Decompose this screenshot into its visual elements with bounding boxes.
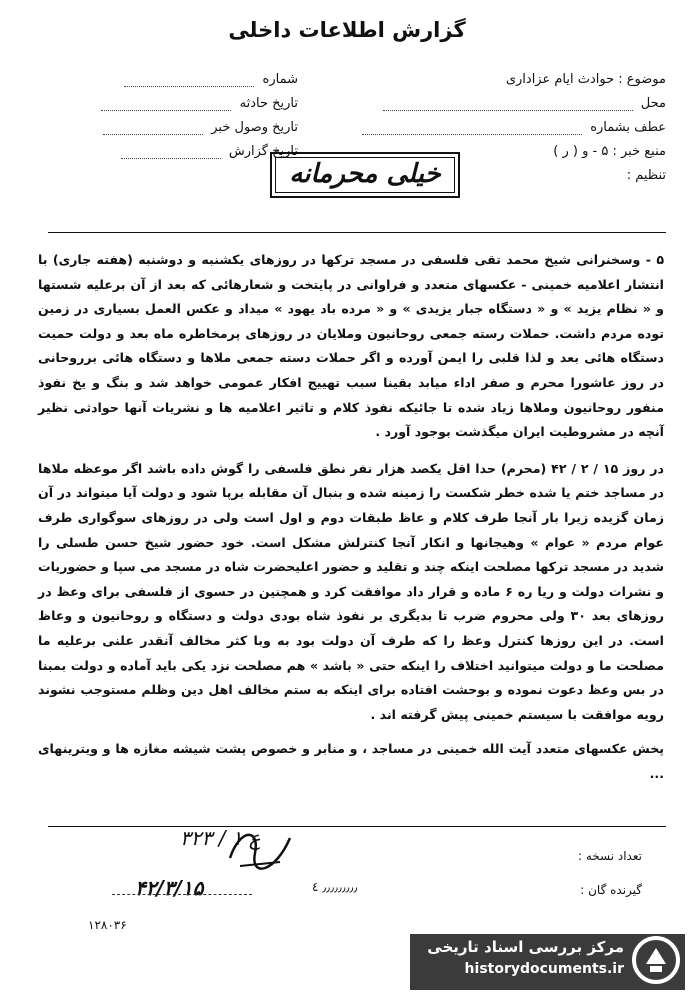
report-body [38, 248, 664, 786]
receive-date-dots [103, 120, 203, 135]
event-date-label: تاریخ حادثه [239, 96, 298, 111]
number-dots [124, 72, 254, 87]
subject-line: موضوع : حوادث ایام عزاداری [505, 72, 666, 87]
receive-date-label: تاریخ وصول خبر [211, 120, 298, 135]
date-underline [112, 894, 252, 895]
reference-line [306, 116, 666, 140]
subject-label: موضوع [626, 72, 666, 87]
receive-date-line [48, 116, 298, 140]
recipients-label: گیرنده گان [588, 883, 642, 897]
info-source-value: ۵ - و ( ر ) [553, 144, 609, 159]
footer-middle-dots: ٫٫٫٫٫٫٫٫٫ ٤ [312, 880, 358, 894]
place-dots [383, 96, 633, 111]
info-source-label: منبع خبر [621, 144, 666, 159]
handwritten-reference: ۳۲۳ / ۱ ع [180, 826, 261, 850]
handwritten-date: ۴۲/۳/۱۵ [135, 876, 204, 900]
watermark-title: مرکز بررسی اسناد تاریخی [427, 938, 624, 956]
subject-value: حوادث ایام عزاداری [505, 72, 615, 87]
copies-line: تعداد نسخه : [577, 849, 642, 863]
footer-divider [48, 826, 666, 827]
paragraph-2: در روز ۱۵ / ۲ / ۴۲ (محرم) حدا اقل یکصد هزار نفر نطق فلسفی را گوش داده باشد اگر موعظه ملاها در مساجد ختم یا شده خطر شکست را زمینه شده و بنبال آن مقابله برپا شود و دولت آیا میتواند در آن زمان گزیده زیرا بار آنجا طرف کلام و عاظ طبقات دوم و اول است ولی در روزهای سوگواری طرف عوام مردم « عوام » وهیجانها و انکار آنجا کنترلش مشکل است. خود حضور شیخ حسن طسلی را شدید در مسجد ترکها مصلحت اینکه چند و تقلید و حضور اعلیحضرت شاه در مسجد می سپا و حضوریات و نشرات دولت و ریا ره ۶ ماده و قرار داد موافقت کرد و همچنین در حسوی از فلسفی برای وعظ در روزهای بعد ۳۰ ولی محروم ضرب تا بدیگری بر نفوذ شاه بودی دولت و دستگاه و روحانیون و وعاظ است. در این روزها کنترل وعظ را که طرف آن دولت بود به وبا کثر مخالف آنقدر علنی برعلیه ما مصلحت ما و دولت میتوانید اختلاف را اینکه حتی « باشد » هم مصلحت نزد یکی باید آماده و دولت بمبنا در بس وعظ دعوت نموده و بوحشت افتاده برای اینکه به ستم مخالف اهل دین وظلم مستوجب نشوند رویه موافقت با سیستم خمینی پیش گرفته اند . [38, 460, 665, 722]
document-number: ۱۲۸۰۳۶ [88, 918, 127, 932]
report-date-label: تاریخ گزارش [228, 144, 298, 159]
number-line [48, 68, 298, 92]
event-date-line [48, 92, 298, 116]
report-date-dots [121, 144, 221, 159]
paragraph-1: ۵ - وسخنرانی شیخ محمد تقی فلسفی در مسجد ترکها در روزهای یکشنبه و دوشنبه (هفته جاری) با انتشار اعلامیه خمینی - عکسهای متعدد و فراوانی در پایتخت و شعارهائی که بعد از آن برعلیه شستها و « نظام یزید » و « دستگاه جبار یزیدی » و « مرده باد یهود » میداد و عکس العمل بسیاری در زمین توده مردم داشت. حملات رسته جمعی روحانیون وملایان در روزهای پرمخاطره ماه بعد و دولت حمیت دستگاه هائی بعد و لذا قلبی را ایمن آورده و اگر حملات دسته جمعی ملاها و دستگاه هائی برروحانی در روز عاشورا محرم و صفر اداء میابد بقینا سبب تهییج افکار عمومی خواهد شد و بنگ و یخ نفوذ منفور روحانیون وملاها زیاد شده تا جائیکه نفوذ کلام و تاثیر اعلامیه ها و نشریات آنها حوادثی نظیر آنچه در مشروطیت ایران میگذشت بوجود آورد . [38, 252, 664, 440]
paragraph-3: پخش عکسهای متعدد آیت الله خمینی در مساجد ، و منابر و خصوص پشت شیشه مغازه ها و ویترینهای ... [38, 741, 664, 781]
place-label: محل [640, 96, 666, 111]
number-label: شماره [262, 72, 298, 87]
classification-stamp: خیلی محرمانه [270, 152, 460, 198]
recipients-line: گیرنده گان : [580, 883, 642, 897]
copies-label: تعداد نسخه [585, 849, 642, 863]
reference-dots [362, 120, 582, 135]
footer-fields [578, 842, 642, 904]
info-source-line: منبع خبر : ۵ - و ( ر ) [553, 144, 666, 159]
archive-logo-icon [630, 934, 682, 986]
document-title: گزارش اطلاعات داخلی [228, 18, 466, 42]
copy-label: تنظیم [635, 168, 666, 183]
place-line [306, 92, 666, 116]
header-divider [48, 232, 666, 233]
event-date-dots [101, 96, 231, 111]
copy-line: تنظیم : [626, 168, 666, 183]
report-date-line [48, 140, 298, 164]
watermark-url[interactable]: historydocuments.ir [464, 961, 624, 977]
reference-label: عطف بشماره [590, 120, 666, 135]
header-left-fields [48, 68, 298, 164]
handwritten-signature [220, 818, 300, 878]
